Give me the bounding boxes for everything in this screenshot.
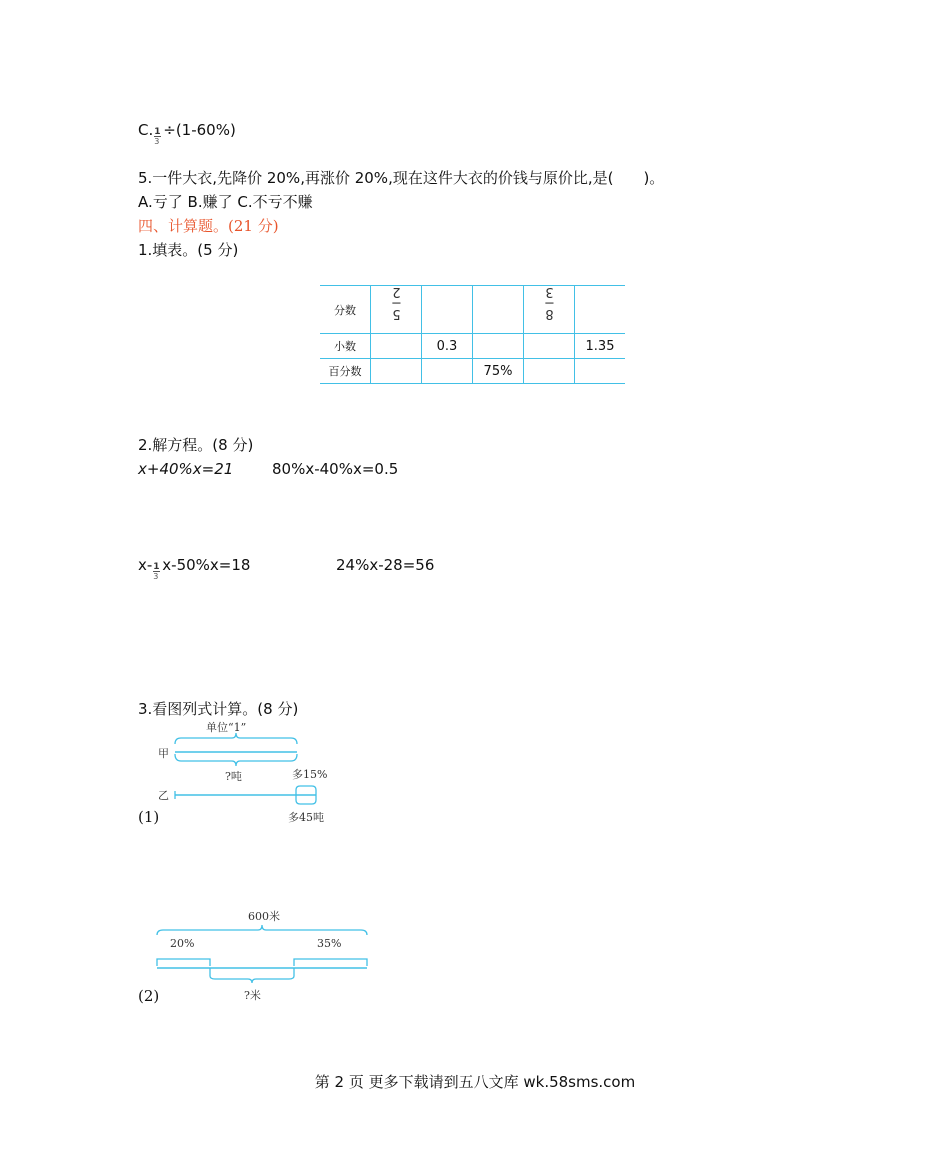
table-row-percent xyxy=(320,359,625,384)
one-third-fraction: $\frac{1}{3}$ xyxy=(153,562,160,581)
part-1-label: (1) xyxy=(138,808,160,826)
total-brace xyxy=(157,925,367,935)
table-row-decimal xyxy=(320,334,625,359)
table-cell: 0.3 xyxy=(422,334,473,359)
equation-1: x+40%x=21 xyxy=(138,460,234,478)
table-row-fraction xyxy=(320,286,625,334)
middle-brace xyxy=(210,968,294,983)
question-tons: ?吨 xyxy=(225,770,242,783)
question-meters: ?米 xyxy=(244,989,261,1002)
right-segment-brace xyxy=(294,959,367,966)
table-cell: 8 − 3 xyxy=(524,286,575,334)
table-cell xyxy=(524,334,575,359)
diagram-2 xyxy=(150,906,375,1006)
right-percent: 35% xyxy=(317,937,342,950)
table-cell: 75% xyxy=(473,359,524,384)
q5-stem: 5.一件大衣,先降价 20%,再涨价 20%,现在这件大衣的价钱与原价比,是( )。 xyxy=(138,169,665,187)
table-cell xyxy=(575,286,626,334)
row-label-b: 乙 xyxy=(158,789,169,802)
row-label-a: 甲 xyxy=(158,747,169,760)
part-2-label: (2) xyxy=(138,987,160,1005)
q4-option-c: C. $\frac{1}{3}$ ÷(1-60%) xyxy=(138,121,236,146)
table-cell xyxy=(473,286,524,334)
table-cell xyxy=(371,359,422,384)
page-footer: 第 2 页 更多下载请到五八文库 wk.58sms.com xyxy=(314,1073,636,1091)
table-cell xyxy=(422,286,473,334)
small-brace-bottom xyxy=(296,795,316,804)
table-cell xyxy=(575,359,626,384)
fill-table xyxy=(320,285,625,384)
equation-4: 24%x-28=56 xyxy=(336,556,435,574)
row-label: 小数 xyxy=(320,334,371,359)
more-percent: 多15% xyxy=(292,768,328,781)
table-cell xyxy=(371,334,422,359)
unit-label: 单位“1” xyxy=(206,721,247,734)
table-cell: 5 − 2 xyxy=(371,286,422,334)
diagram-1 xyxy=(150,716,350,828)
total-label: 600米 xyxy=(248,910,280,923)
equation-2: 80%x-40%x=0.5 xyxy=(272,460,399,478)
bottom-brace xyxy=(175,754,297,766)
q3-title: 3.看图列式计算。(8 分) xyxy=(138,700,299,718)
section-heading: 四、计算题。(21 分) xyxy=(138,217,279,235)
q1-title: 1.填表。(5 分) xyxy=(138,241,239,259)
table-cell xyxy=(473,334,524,359)
more-tons: 多45吨 xyxy=(288,811,324,824)
equation-3: x- $\frac{1}{3}$ x-50%x=18 xyxy=(138,556,251,581)
top-brace xyxy=(175,733,297,744)
one-third-fraction: $\frac{1}{3}$ xyxy=(154,127,161,146)
left-percent: 20% xyxy=(170,937,195,950)
q2-title: 2.解方程。(8 分) xyxy=(138,436,254,454)
table-cell xyxy=(524,359,575,384)
table-cell: 1.35 xyxy=(575,334,626,359)
left-segment-brace xyxy=(157,959,210,966)
q5-options: A.亏了 B.赚了 C.不亏不赚 xyxy=(138,193,313,211)
row-label: 分数 xyxy=(320,286,371,334)
small-brace-top xyxy=(296,786,316,795)
table-cell xyxy=(422,359,473,384)
row-label: 百分数 xyxy=(320,359,371,384)
